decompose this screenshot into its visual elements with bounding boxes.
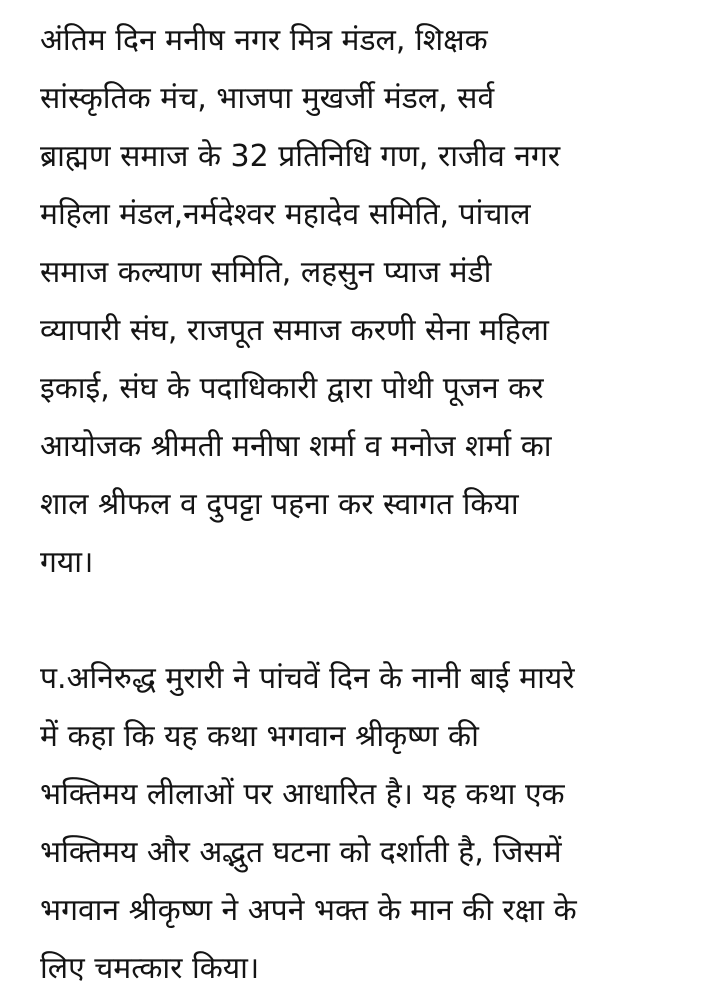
paragraph-line: लिए चमत्कार किया।: [40, 951, 260, 986]
paragraph-line: व्यापारी संघ, राजपूत समाज करणी सेना महिला: [40, 313, 549, 348]
paragraph-line: शाल श्रीफल व दुपट्टा पहना कर स्वागत किया: [40, 487, 519, 522]
paragraph-line: समाज कल्याण समिति, लहसुन प्याज मंडी: [40, 255, 492, 290]
paragraph-line: इकाई, संघ के पदाधिकारी द्वारा पोथी पूजन कर: [40, 371, 544, 406]
paragraph-line: ब्राह्मण समाज के 32 प्रतिनिधि गण, राजीव नगर: [40, 139, 561, 174]
paragraph-line: भक्तिमय लीलाओं पर आधारित है। यह कथा एक: [40, 777, 565, 812]
paragraph-line: गया।: [40, 545, 94, 580]
paragraph-spacer: [40, 592, 692, 650]
article-paragraph-2: [40, 650, 692, 998]
paragraph-line: भक्तिमय और अद्भुत घटना को दर्शाती है, जिसमें: [40, 835, 562, 870]
paragraph-line: में कहा कि यह कथा भगवान श्रीकृष्ण की: [40, 719, 479, 754]
paragraph-line: प.अनिरुद्ध मुरारी ने पांचवें दिन के नानी बाई मायरे: [40, 661, 575, 696]
paragraph-line: सांस्कृतिक मंच, भाजपा मुखर्जी मंडल, सर्व: [40, 81, 495, 116]
paragraph-line: आयोजक श्रीमती मनीषा शर्मा व मनोज शर्मा का: [40, 429, 552, 464]
article-paragraph-1: [40, 12, 692, 592]
paragraph-line: महिला मंडल,नर्मदेश्वर महादेव समिति, पांचाल: [40, 197, 531, 232]
paragraph-line: भगवान श्रीकृष्ण ने अपने भक्त के मान की रक्षा के: [40, 893, 577, 928]
paragraph-line: अंतिम दिन मनीष नगर मित्र मंडल, शिक्षक: [40, 23, 488, 58]
